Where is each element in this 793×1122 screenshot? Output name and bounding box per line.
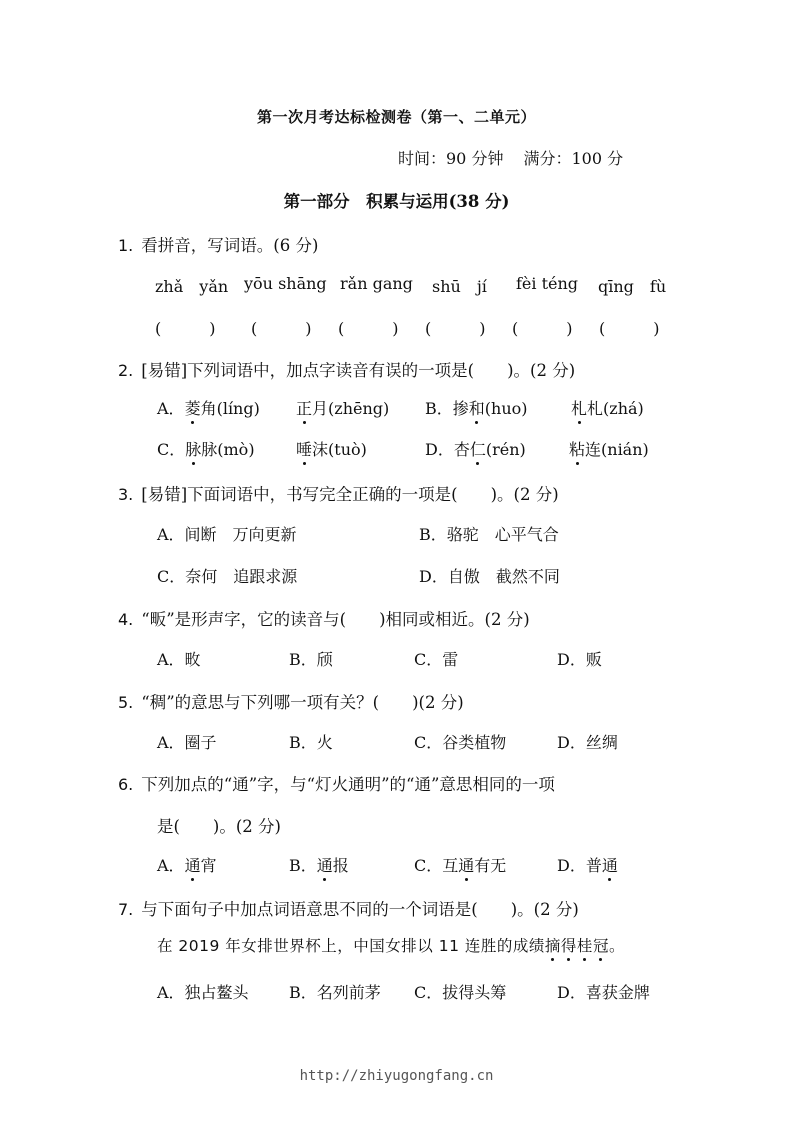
question-number: 6.: [118, 775, 134, 794]
option-d[interactable]: D．普通: [557, 853, 618, 876]
answer-blank-1[interactable]: ( ): [155, 319, 216, 338]
option-d[interactable]: D．贩: [557, 650, 602, 669]
dotted-char: 桂: [577, 934, 593, 956]
option-c[interactable]: C．奈何 追跟求源: [157, 567, 298, 586]
question-7: [118, 896, 579, 920]
question-6: [118, 771, 555, 795]
question-number: 3.: [118, 485, 134, 504]
option-a-word-2: 正月(zhēng): [296, 396, 389, 419]
option-c-word-1: C．脉脉(mò): [157, 437, 255, 460]
option-b[interactable]: B．骆驼 心平气合: [419, 525, 559, 544]
dotted-char: 冠: [593, 934, 609, 956]
answer-blank-4[interactable]: ( ): [425, 319, 486, 338]
option-a-word-1: A．菱角(líng): [157, 396, 260, 419]
option-b[interactable]: B．通报: [289, 853, 349, 876]
question-3: [118, 481, 559, 505]
answer-blank-2[interactable]: ( ): [251, 319, 312, 338]
exam-time: 时间：90 分钟: [398, 149, 504, 168]
question-number: 1.: [118, 236, 134, 255]
pinyin-4: shū jí: [432, 277, 487, 296]
pinyin-2: yōu shāng: [244, 274, 327, 293]
option-d-word-1: D．杏仁(rén): [425, 437, 526, 460]
question-5: [118, 689, 464, 713]
exam-title: 第一次月考达标检测卷（第一、二单元）: [256, 108, 536, 126]
dotted-char: 得: [561, 934, 577, 956]
option-c-word-2: 唾沫(tuò): [296, 437, 367, 460]
option-c[interactable]: C．拔得头筹: [414, 983, 507, 1002]
question-4: [118, 606, 530, 630]
pinyin-1: zhǎ yǎn: [155, 277, 229, 296]
option-a[interactable]: A．通宵: [157, 853, 217, 876]
option-a[interactable]: A．圈子: [157, 733, 217, 752]
option-d-word-2: 粘连(nián): [569, 437, 649, 460]
option-b-word-2: 札札(zhá): [571, 396, 644, 419]
question-text: 看拼音，写词语。(6 分): [141, 236, 319, 255]
question-2: [118, 357, 575, 381]
pinyin-6: qīng fù: [598, 277, 667, 296]
option-a[interactable]: A．畋: [157, 650, 201, 669]
option-a[interactable]: A．间断 万向更新: [157, 525, 297, 544]
dotted-char: 摘: [545, 934, 561, 956]
footer-url[interactable]: http://zhiyugongfang.cn: [299, 1068, 494, 1084]
option-a[interactable]: A．独占鳌头: [157, 983, 249, 1002]
question-number: 2.: [118, 361, 134, 380]
exam-score: 满分：100 分: [523, 149, 624, 168]
question-text: “畈”是形声字，它的读音与( )相同或相近。(2 分): [141, 610, 530, 629]
exam-meta: [398, 146, 623, 169]
question-6-continued: 是( )。(2 分): [157, 817, 281, 836]
question-number: 4.: [118, 610, 134, 629]
option-b[interactable]: B．名列前茅: [289, 983, 381, 1002]
question-text: “稠”的意思与下列哪一项有关？( )(2 分): [141, 693, 464, 712]
option-c[interactable]: C．雷: [414, 650, 459, 669]
option-c[interactable]: C．谷类植物: [414, 733, 507, 752]
option-d[interactable]: D．丝绸: [557, 733, 618, 752]
question-text: [易错]下列词语中，加点字读音有误的一项是( )。(2 分): [141, 361, 576, 380]
question-text: 下列加点的“通”字，与“灯火通明”的“通”意思相同的一项: [141, 775, 555, 794]
option-b-word-1: B．掺和(huo): [425, 396, 528, 419]
question-text: [易错]下面词语中，书写完全正确的一项是( )。(2 分): [141, 485, 559, 504]
section-title: 第一部分 积累与运用(38 分): [283, 192, 510, 211]
answer-blank-6[interactable]: ( ): [599, 319, 660, 338]
pinyin-3: rǎn gang: [340, 274, 413, 293]
question-number: 5.: [118, 693, 134, 712]
option-d[interactable]: D．自傲 截然不同: [419, 567, 560, 586]
answer-blank-5[interactable]: ( ): [512, 319, 573, 338]
option-c[interactable]: C．互通有无: [414, 853, 506, 876]
question-text: 与下面句子中加点词语意思不同的一个词语是( )。(2 分): [141, 900, 579, 919]
option-d[interactable]: D．喜获金牌: [557, 983, 650, 1002]
option-b[interactable]: B．颀: [289, 650, 333, 669]
question-1: [118, 232, 318, 256]
pinyin-5: fèi téng: [516, 274, 579, 293]
question-number: 7.: [118, 900, 134, 919]
answer-blank-3[interactable]: ( ): [338, 319, 399, 338]
option-b[interactable]: B．火: [289, 733, 333, 752]
quoted-sentence: 在 2019 年女排世界杯上，中国女排以 11 连胜的成绩摘得桂冠。: [157, 934, 625, 956]
